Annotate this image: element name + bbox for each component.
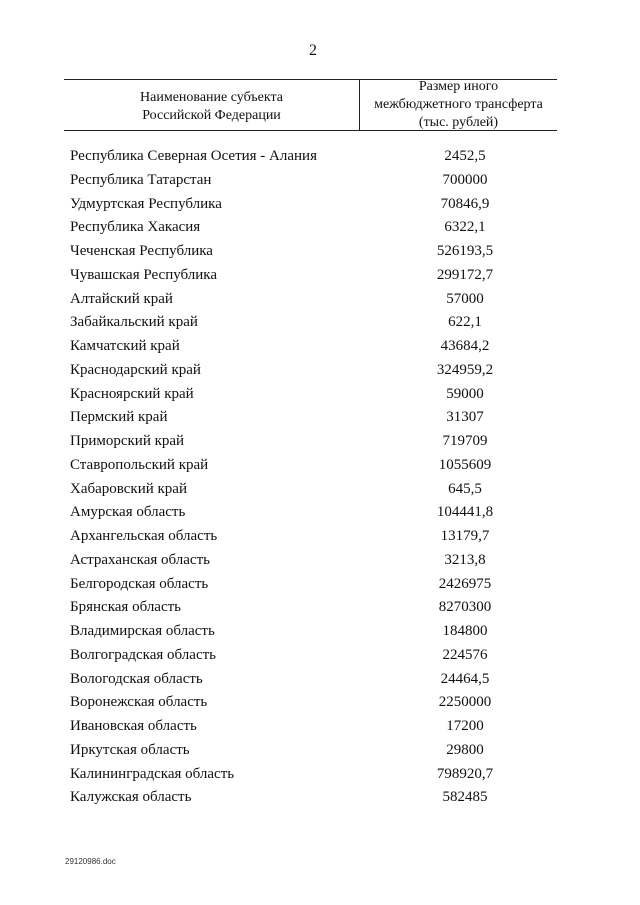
row-subject-name: Владимирская область xyxy=(70,623,215,639)
header-amount-line: (тыс. рублей) xyxy=(418,115,499,130)
table-row xyxy=(0,384,640,408)
row-transfer-value: 2452,5 xyxy=(444,148,486,164)
table-row xyxy=(0,336,640,360)
row-subject-name: Калужская область xyxy=(70,789,192,806)
table-row xyxy=(0,455,640,479)
row-subject-name: Астраханская область xyxy=(70,551,210,568)
row-transfer-value: 324959,2 xyxy=(436,361,494,378)
header-transfer-amount xyxy=(360,78,557,132)
row-transfer-value: 6322,1 xyxy=(444,219,486,236)
row-subject-name: Пермский край xyxy=(70,409,168,426)
row-subject-name: Белгородская область xyxy=(70,575,209,592)
row-subject-name: Краснодарский край xyxy=(70,361,201,378)
table-row xyxy=(0,265,640,289)
table-row xyxy=(0,669,640,693)
row-subject-name: Хабаровский край xyxy=(70,480,187,497)
table-row xyxy=(0,764,640,788)
table-row xyxy=(0,360,640,384)
row-subject-name: Калининградская область xyxy=(70,765,235,782)
row-transfer-value: 59000 xyxy=(446,385,484,402)
row-transfer-value: 24464,5 xyxy=(440,670,490,687)
row-transfer-value: 526193,5 xyxy=(436,243,494,259)
row-transfer-value: 70846,9 xyxy=(440,195,490,212)
row-transfer-value: 29800 xyxy=(446,741,484,758)
row-subject-name: Удмуртская Республика xyxy=(70,195,222,212)
header-amount-line: межбюджетного трансферта xyxy=(374,97,543,112)
row-subject-name: Волгоградская область xyxy=(70,646,216,663)
row-transfer-value: 582485 xyxy=(442,789,488,806)
row-transfer-value: 3213,8 xyxy=(444,551,486,568)
table-row xyxy=(0,692,640,716)
row-subject-name: Красноярский край xyxy=(70,385,194,402)
row-subject-name: Амурская область xyxy=(70,504,186,521)
row-subject-name: Вологодская область xyxy=(70,670,203,687)
row-transfer-value: 13179,7 xyxy=(440,528,490,544)
row-transfer-value: 1055609 xyxy=(438,456,492,473)
row-transfer-value: 31307 xyxy=(446,409,484,426)
row-transfer-value: 43684,2 xyxy=(440,338,490,354)
table-row xyxy=(0,170,640,194)
row-subject-name: Чеченская Республика xyxy=(70,243,213,259)
document-file-code: 29120986.doc xyxy=(65,857,116,866)
row-subject-name: Воронежская область xyxy=(70,694,208,711)
table-row xyxy=(0,597,640,621)
row-transfer-value: 184800 xyxy=(442,623,488,639)
header-amount-line: Размер иного xyxy=(418,79,499,94)
row-transfer-value: 622,1 xyxy=(448,314,482,331)
table-row xyxy=(0,241,640,265)
table-row xyxy=(0,194,640,218)
row-subject-name: Республика Северная Осетия - Алания xyxy=(70,148,317,164)
table-row xyxy=(0,407,640,431)
row-transfer-value: 645,5 xyxy=(448,480,482,497)
table-row xyxy=(0,716,640,740)
row-transfer-value: 8270300 xyxy=(438,599,492,616)
table-row xyxy=(0,574,640,598)
row-subject-name: Приморский край xyxy=(70,433,185,449)
row-transfer-value: 57000 xyxy=(446,290,484,307)
row-transfer-value: 224576 xyxy=(442,646,488,663)
table-row xyxy=(0,479,640,503)
row-transfer-value: 798920,7 xyxy=(436,765,494,782)
header-subject-line: Наименование субъекта xyxy=(140,90,283,105)
row-transfer-value: 719709 xyxy=(442,433,488,449)
header-subject-name xyxy=(64,89,359,125)
page-number: 2 xyxy=(309,42,317,59)
row-subject-name: Чувашская Республика xyxy=(70,266,218,283)
table-row xyxy=(0,787,640,811)
table-row xyxy=(0,645,640,669)
table-body xyxy=(0,146,640,811)
table-row xyxy=(0,289,640,313)
row-subject-name: Забайкальский край xyxy=(70,314,198,331)
row-subject-name: Республика Хакасия xyxy=(70,219,201,236)
row-subject-name: Архангельская область xyxy=(70,528,218,544)
table-row xyxy=(0,312,640,336)
row-subject-name: Брянская область xyxy=(70,599,182,616)
table-row xyxy=(0,146,640,170)
row-subject-name: Ставропольский край xyxy=(70,456,209,473)
row-transfer-value: 299172,7 xyxy=(436,266,494,283)
table-row xyxy=(0,431,640,455)
row-subject-name: Ивановская область xyxy=(70,718,197,734)
header-subject-line: Российской Федерации xyxy=(142,108,281,123)
row-transfer-value: 2250000 xyxy=(438,694,492,711)
table-row xyxy=(0,740,640,764)
row-transfer-value: 2426975 xyxy=(438,575,492,592)
row-subject-name: Республика Татарстан xyxy=(70,171,212,188)
table-row xyxy=(0,526,640,550)
row-subject-name: Иркутская область xyxy=(70,741,190,758)
row-subject-name: Камчатский край xyxy=(70,338,180,354)
table-row xyxy=(0,550,640,574)
row-subject-name: Алтайский край xyxy=(70,290,173,307)
row-transfer-value: 17200 xyxy=(446,718,484,734)
table-row xyxy=(0,502,640,526)
table-row xyxy=(0,621,640,645)
row-transfer-value: 700000 xyxy=(442,171,488,188)
row-transfer-value: 104441,8 xyxy=(436,504,494,521)
table-row xyxy=(0,217,640,241)
